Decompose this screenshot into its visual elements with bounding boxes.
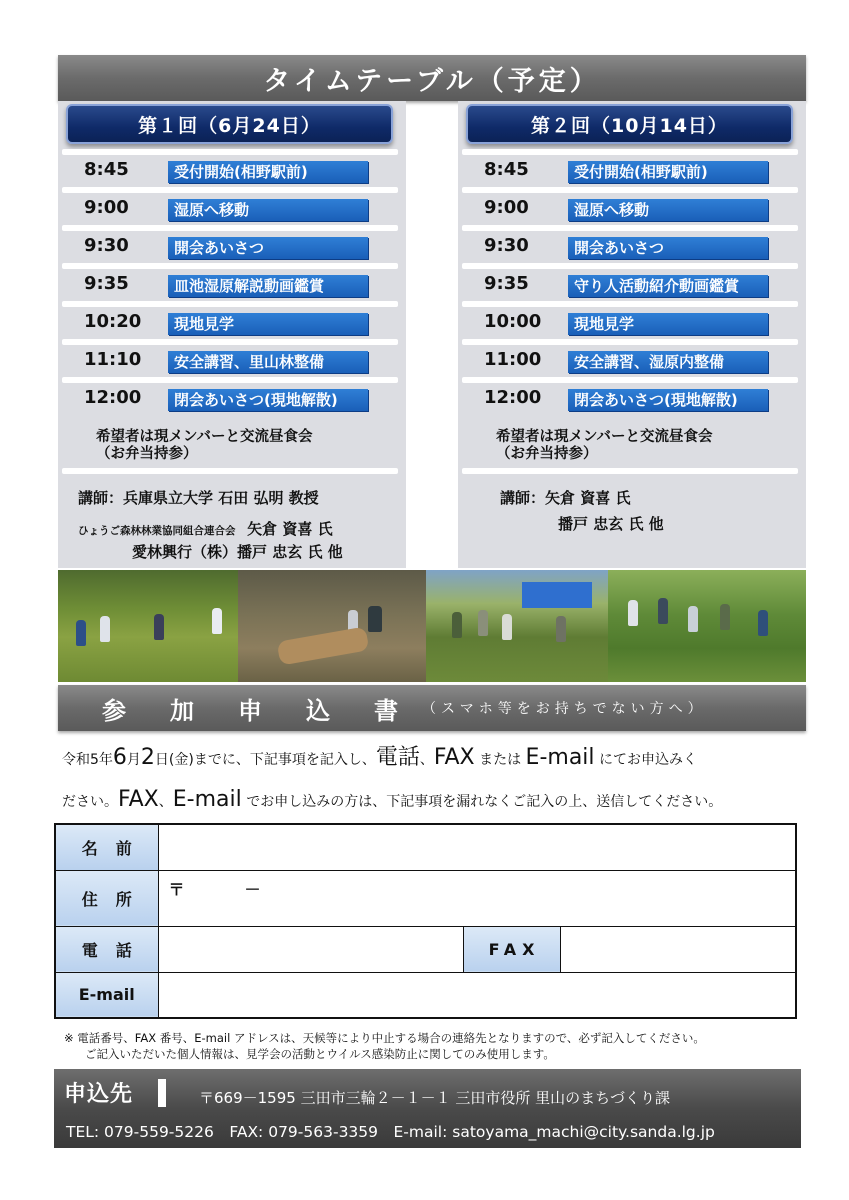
schedule-row xyxy=(58,225,398,263)
lecturer-name: 矢倉 資喜 氏 xyxy=(247,520,333,538)
person-figure xyxy=(688,606,698,632)
schedule-time: 10:20 xyxy=(84,311,142,332)
schedule-row xyxy=(458,187,798,225)
schedule-row xyxy=(458,301,798,339)
intro-text: 、 xyxy=(419,752,434,768)
log-pile xyxy=(277,626,370,665)
schedule-row xyxy=(58,149,398,187)
lecturer-line: 講師：兵庫県立大学 石田 弘明 教授 xyxy=(78,489,319,507)
intro-text: 6 xyxy=(112,745,127,770)
photo-strip xyxy=(58,570,806,682)
schedule-time: 11:00 xyxy=(484,349,542,370)
zip-dash: － xyxy=(244,879,261,899)
schedule-activity: 皿池湿原解説動画鑑賞 xyxy=(168,275,368,297)
form-notes xyxy=(64,1030,705,1062)
session-1-panel xyxy=(58,101,406,568)
schedule-row xyxy=(458,339,798,377)
footer-bar xyxy=(158,1079,166,1107)
schedule-time: 8:45 xyxy=(84,159,129,180)
application-form xyxy=(54,823,797,1019)
lunch-note xyxy=(496,429,712,463)
intro-text: 、 xyxy=(158,794,173,810)
note-line: ※ 電話番号、FAX 番号、E-mail アドレスは、天候等により中止する場合の連絡先となりますので、必ず記入してください。 xyxy=(64,1031,705,1045)
phone-field[interactable] xyxy=(158,926,463,972)
person-figure xyxy=(100,616,110,642)
person-figure xyxy=(556,616,566,642)
session-2-panel xyxy=(458,101,806,568)
row-divider xyxy=(62,225,398,231)
schedule-activity: 開会あいさつ xyxy=(568,237,768,259)
tent xyxy=(522,582,592,608)
schedule-time: 9:00 xyxy=(84,197,129,218)
schedule-activity: 閉会あいさつ(現地解散) xyxy=(568,389,768,411)
footer-contact: TEL: 079-559-5226 FAX: 079-563-3359 E-mail: satoyama_machi@city.sanda.lg.jp xyxy=(66,1123,715,1141)
fax-field[interactable] xyxy=(560,926,796,972)
forest-logs-photo xyxy=(238,570,426,682)
person-figure xyxy=(452,612,462,638)
row-divider xyxy=(462,149,798,155)
row-divider xyxy=(462,225,798,231)
row-divider xyxy=(462,301,798,307)
address-label: 住所 xyxy=(55,870,158,926)
schedule-activity: 守り人活動紹介動画鑑賞 xyxy=(568,275,768,297)
footer-label: 申込先 xyxy=(64,1082,134,1107)
intro-text: FAX xyxy=(433,745,475,770)
schedule-time: 9:30 xyxy=(84,235,129,256)
person-figure xyxy=(628,600,638,626)
schedule-row xyxy=(458,149,798,187)
person-figure xyxy=(154,614,164,640)
lunch-line: 希望者は現メンバーと交流昼食会 xyxy=(496,429,713,445)
schedule-row xyxy=(458,225,798,263)
schedule-time: 12:00 xyxy=(84,387,142,408)
person-figure xyxy=(502,614,512,640)
lecturer-line xyxy=(78,518,333,539)
intro-text: 2 xyxy=(140,745,155,770)
row-divider xyxy=(62,301,398,307)
schedule-time: 9:35 xyxy=(484,273,529,294)
note-line: ご記入いただいた個人情報は、見学会の活動とウイルス感染防止に関してのみ使用します。 xyxy=(85,1047,555,1061)
intro-text: FAX xyxy=(118,787,159,812)
timetable-title: タイムテーブル（予定） xyxy=(58,55,806,101)
application-header xyxy=(58,685,806,731)
phone-label: 電話 xyxy=(55,926,158,972)
section-divider xyxy=(462,468,798,474)
schedule-activity: 閉会あいさつ(現地解散) xyxy=(168,389,368,411)
person-figure xyxy=(76,620,86,646)
row-divider xyxy=(462,187,798,193)
email-field[interactable] xyxy=(158,972,796,1018)
person-figure xyxy=(478,610,488,636)
person-figure xyxy=(720,604,730,630)
schedule-row xyxy=(58,301,398,339)
row-divider xyxy=(62,187,398,193)
zip-mark: 〒 xyxy=(168,879,185,899)
application-title: 参加申込書 xyxy=(102,696,442,725)
schedule-row xyxy=(458,377,798,415)
group-tour-photo xyxy=(426,570,608,682)
lecturer-line: 講師：矢倉 資喜 氏 xyxy=(500,489,631,507)
schedule-activity: 現地見学 xyxy=(568,313,768,335)
intro-text: 電話 xyxy=(375,745,420,770)
wetland-photo xyxy=(58,570,238,682)
session-2-title: 第２回（10月14日） xyxy=(466,104,793,144)
person-figure xyxy=(758,610,768,636)
schedule-activity: 湿原へ移動 xyxy=(568,199,768,221)
address-field[interactable] xyxy=(158,870,796,926)
intro-text: E-mail xyxy=(525,745,595,770)
schedule-time: 9:35 xyxy=(84,273,129,294)
schedule-row xyxy=(58,377,398,415)
intro-text: E-mail xyxy=(172,787,242,812)
schedule-row xyxy=(458,263,798,301)
lunch-line: （お弁当持参） xyxy=(96,446,198,462)
schedule-time: 12:00 xyxy=(484,387,542,408)
intro-text: ださい。 xyxy=(62,794,118,810)
intro-text: でお申し込みの方は、下記事項を漏れなくご記入の上、送信してください。 xyxy=(241,794,723,810)
name-label: 名前 xyxy=(55,824,158,870)
schedule-activity: 受付開始(相野駅前) xyxy=(168,161,368,183)
schedule-row xyxy=(58,263,398,301)
schedule-time: 9:00 xyxy=(484,197,529,218)
schedule-activity: 安全講習、湿原内整備 xyxy=(568,351,768,373)
person-figure xyxy=(658,598,668,624)
lecturer-line: 播戸 忠玄 氏 他 xyxy=(558,515,664,533)
schedule-row xyxy=(58,339,398,377)
application-subtitle: （スマホ等をお持ちでない方へ） xyxy=(422,701,707,717)
row-divider xyxy=(462,339,798,345)
person-figure xyxy=(368,606,382,632)
schedule-time: 10:00 xyxy=(484,311,542,332)
schedule-row xyxy=(58,187,398,225)
fax-label: FAX xyxy=(463,926,560,972)
instruction-line xyxy=(62,738,802,780)
intro-text: または xyxy=(474,752,526,768)
name-field[interactable] xyxy=(158,824,796,870)
wetland-group-photo xyxy=(608,570,806,682)
intro-text: 月 xyxy=(126,752,141,768)
email-label: E-mail xyxy=(55,972,158,1018)
lunch-note xyxy=(96,429,312,463)
contact-footer xyxy=(54,1069,801,1148)
person-figure xyxy=(212,608,222,634)
row-divider xyxy=(62,149,398,155)
row-divider xyxy=(62,339,398,345)
lecturer-org: ひょうご森林林業協同組合連合会 xyxy=(78,525,236,537)
row-divider xyxy=(462,377,798,383)
lunch-line: 希望者は現メンバーと交流昼食会 xyxy=(96,429,313,445)
schedule-activity: 現地見学 xyxy=(168,313,368,335)
row-divider xyxy=(62,377,398,383)
instruction-line xyxy=(62,780,802,822)
footer-address: 〒669－1595 三田市三輪２－１－１ 三田市役所 里山のまちづくり課 xyxy=(199,1089,670,1107)
schedule-time: 8:45 xyxy=(484,159,529,180)
lecturer-line: 愛林興行（株）播戸 忠玄 氏 他 xyxy=(132,543,343,561)
intro-text: 日(金)までに、下記事項を記入し、 xyxy=(154,752,376,768)
row-divider xyxy=(62,263,398,269)
schedule-time: 11:10 xyxy=(84,349,142,370)
schedule-activity: 開会あいさつ xyxy=(168,237,368,259)
section-divider xyxy=(62,468,398,474)
row-divider xyxy=(462,263,798,269)
lunch-line: （お弁当持参） xyxy=(496,446,598,462)
schedule-time: 9:30 xyxy=(484,235,529,256)
schedule-activity: 湿原へ移動 xyxy=(168,199,368,221)
intro-text: 令和5年 xyxy=(62,752,113,768)
schedule-activity: 安全講習、里山林整備 xyxy=(168,351,368,373)
schedule-activity: 受付開始(相野駅前) xyxy=(568,161,768,183)
intro-text: にてお申込みく xyxy=(594,752,697,768)
session-1-title: 第１回（6月24日） xyxy=(66,104,393,144)
application-instructions xyxy=(62,738,802,822)
